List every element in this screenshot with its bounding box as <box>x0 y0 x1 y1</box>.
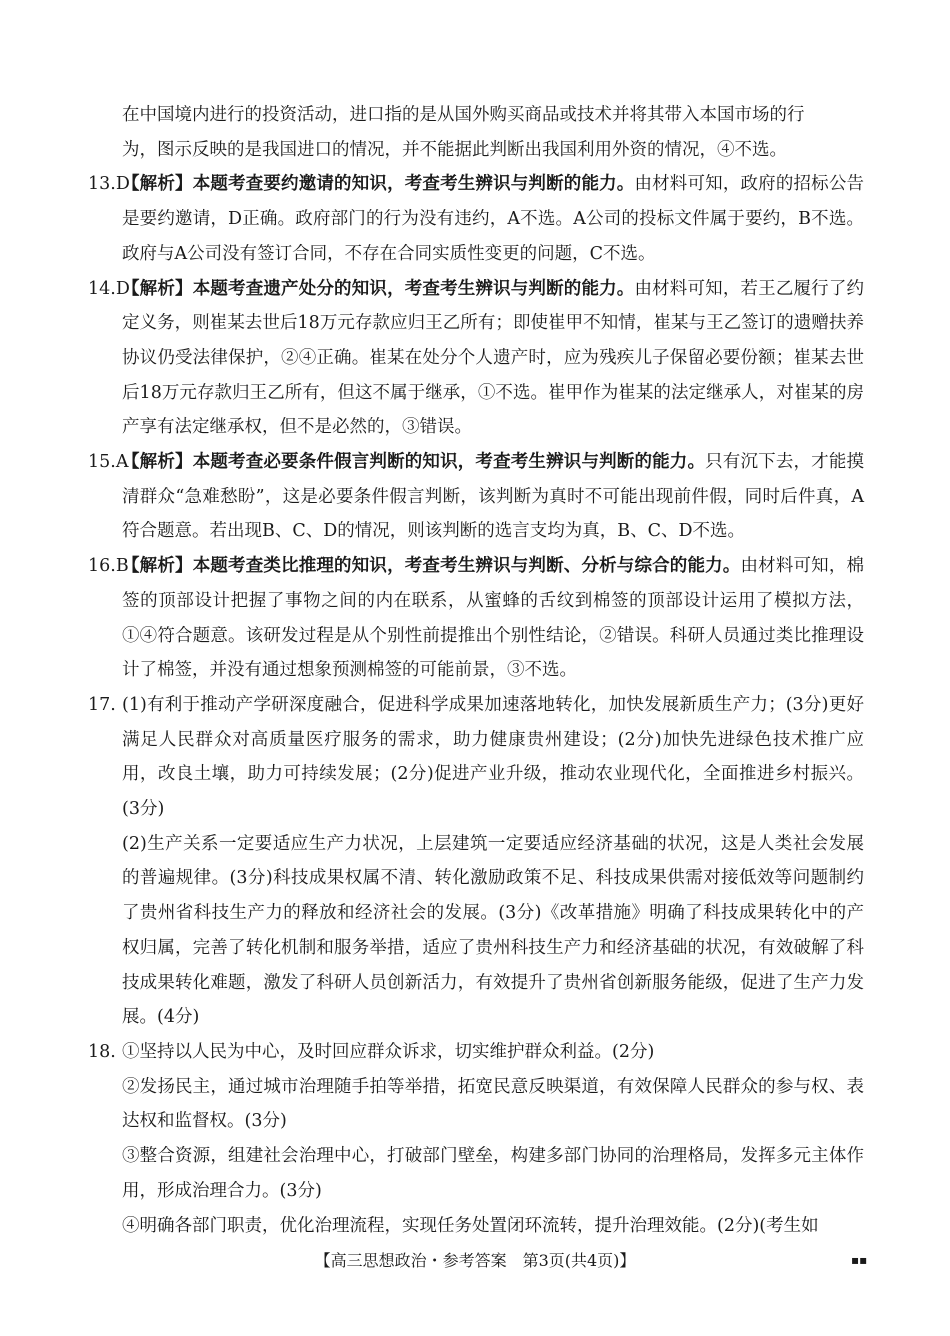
answer-item-13 <box>88 167 864 271</box>
answer-item-14 <box>88 272 864 446</box>
intro-line-2: 为，图示反映的是我国进口的情况，并不能据此判断出我国利用外资的情况，④不选。 <box>122 139 787 160</box>
analysis-tag: 【解析】 <box>122 174 193 195</box>
item-lead: 本题考查遗产处分的知识，考查考生辨识与判断的能力。 <box>192 278 635 299</box>
item-lead: 本题考查要约邀请的知识，考查考生辨识与判断的能力。 <box>192 174 635 195</box>
q18-point-1: ①坚持以人民为中心，及时回应群众诉求，切实维护群众利益。(2分) <box>122 1041 655 1062</box>
item-text <box>88 549 864 688</box>
item-number: 17. <box>88 694 116 715</box>
item-lead: 本题考查类比推理的知识，考查考生辨识与判断、分析与综合的能力。 <box>192 556 741 577</box>
analysis-tag: 【解析】 <box>122 278 193 299</box>
corner-mark: ▪▪ <box>851 1253 868 1267</box>
analysis-tag: 【解析】 <box>122 452 193 473</box>
item-body: 由材料可知，政府的招标公告是要约邀请，D正确。政府部门的行为没有违约，A不选。A公司的投标文件属于要约，B不选。政府与A公司没有签订合同，不存在合同实质性变更的问题，C不选。 <box>122 174 865 264</box>
page-footer: 【高三思想政治・参考答案 第3页(共4页)】 <box>314 1251 636 1270</box>
item-body: 由材料可知，棉签的顶部设计把握了事物之间的内在联系，从蜜蜂的舌纹到棉签的顶部设计运用了模拟方法，①④符合题意。该研发过程是从个别性前提推出个别性结论，②错误。科研人员通过类比推理设计了棉签，并没有通过想象预测棉签的可能前景，③不选。 <box>122 556 865 681</box>
intro-continuation <box>88 98 864 167</box>
item-lead: 本题考查必要条件假言判断的知识，考查考生辨识与判断的能力。 <box>192 452 706 473</box>
q17-part-1: (1)有利于推动产学研深度融合，促进科学成果加速落地转化，加快发展新质生产力；(3分)更好满足人民群众对高质量医疗服务的需求，助力健康贵州建设；(2分)加快先进绿色技术推广应用，改良土壤，助力可持续发展；(2分)促进产业升级，推动农业现代化，全面推进乡村振兴。(3分) <box>122 694 864 820</box>
item-text <box>88 272 864 446</box>
item-number: 13.D <box>88 174 130 195</box>
item-text <box>88 167 864 271</box>
q18-point-2: ②发扬民主，通过城市治理随手拍等举措，拓宽民意反映渠道，有效保障人民群众的参与权、表达权和监督权。(3分) <box>122 1076 864 1132</box>
answer-item-16 <box>88 549 864 688</box>
intro-line-1: 在中国境内进行的投资活动，进口指的是从国外购买商品或技术并将其带入本国市场的行 <box>122 105 805 125</box>
item-body: 由材料可知，若王乙履行了约定义务，则崔某去世后18万元存款应归王乙所有；即使崔甲不知情，崔某与王乙签订的遗赠扶养协议仍受法律保护，②④正确。崔某在处分个人遗产时，应为残疾儿子保留必要份额；崔某去世后18万元存款归王乙所有，但这不属于继承，①不选。崔甲作为崔某的法定继承人，对崔某的房产享有法定继承权，但不是必然的，③错误。 <box>122 278 865 438</box>
analysis-tag: 【解析】 <box>122 556 193 577</box>
item-number: 14.D <box>88 278 130 299</box>
item-number: 15.A <box>88 452 129 473</box>
q18-point-3: ③整合资源，组建社会治理中心，打破部门壁垒，构建多部门协同的治理格局，发挥多元主体作用，形成治理合力。(3分) <box>122 1146 864 1201</box>
item-body: 只有沉下去，才能摸清群众“急难愁盼”，这是必要条件假言判断，该判断为真时不可能出现前件假，同时后件真，A符合题意。若出现B、C、D的情况，则该判断的选言支均为真，B、C、D不选。 <box>122 452 865 542</box>
item-number: 16.B <box>88 556 129 577</box>
answer-item-17 <box>88 688 864 1035</box>
item-text <box>88 445 864 549</box>
q18-point-4: ④明确各部门职责，优化治理流程，实现任务处置闭环流转，提升治理效能。(2分)(考生如 <box>122 1215 819 1236</box>
item-number: 18. <box>88 1041 116 1062</box>
answer-item-15 <box>88 445 864 549</box>
answer-item-18 <box>88 1035 864 1243</box>
answer-content <box>88 98 864 1243</box>
q17-part-2: (2)生产关系一定要适应生产力状况，上层建筑一定要适应经济基础的状况，这是人类社会发展的普遍规律。(3分)科技成果权属不清、转化激励政策不足、科技成果供需对接低效等问题制约了贵州省科技生产力的释放和经济社会的发展。(3分)《改革措施》明确了科技成果转化中的产权归属，完善了转化机制和服务举措，适应了贵州科技生产力和经济基础的状况，有效破解了科技成果转化难题，激发了科研人员创新活力，有效提升了贵州省创新服务能级，促进了生产力发展。(4分) <box>122 833 864 1028</box>
